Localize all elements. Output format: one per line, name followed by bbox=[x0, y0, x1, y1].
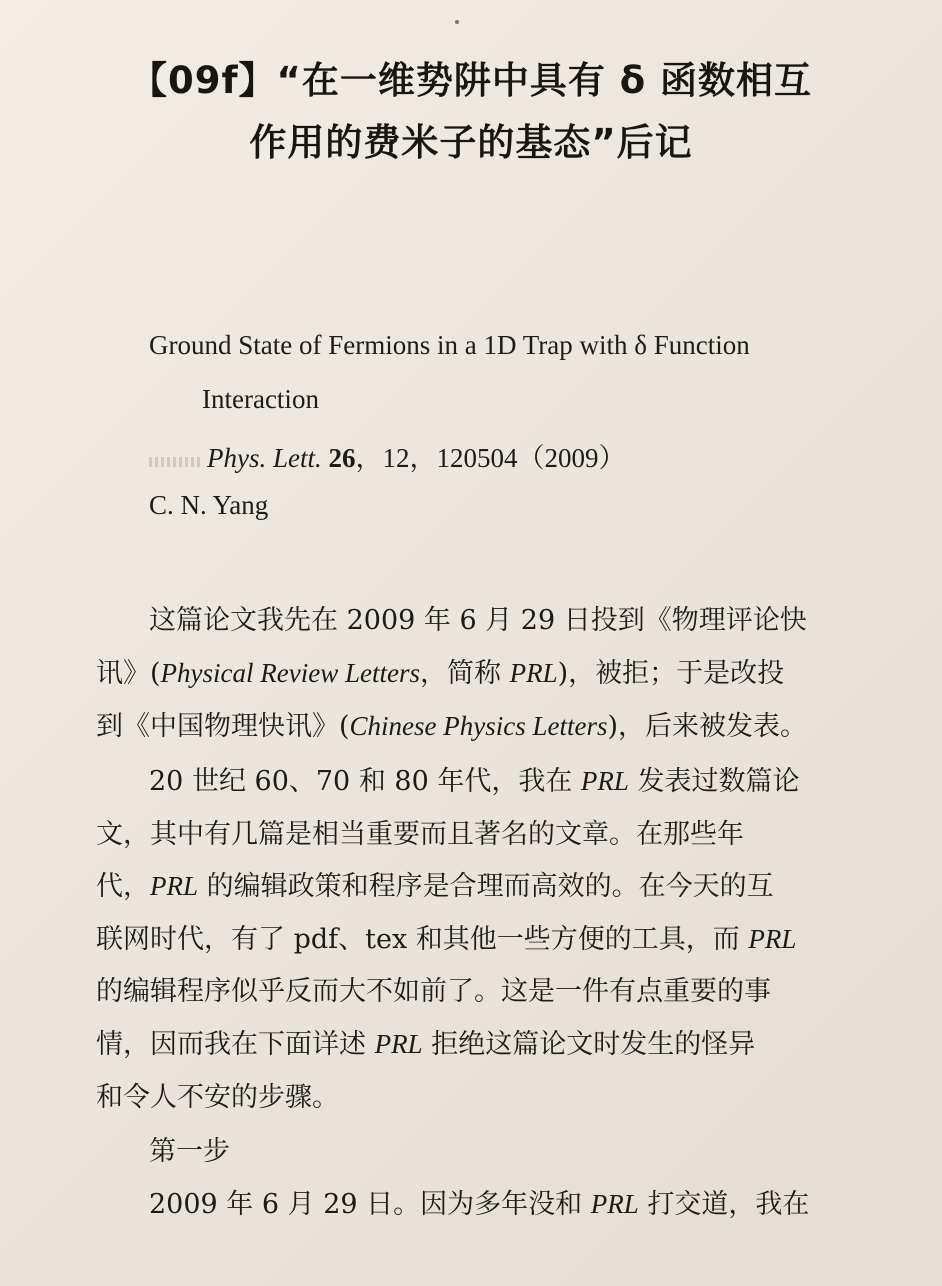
text-run: 联网时代，有了 pdf、tex 和其他一些方便的工具，而 bbox=[96, 924, 749, 955]
reference-author: C. N. Yang bbox=[149, 490, 269, 520]
text-run: 发表过数篇论 bbox=[628, 766, 800, 797]
prl-abbrev: PRL bbox=[748, 924, 797, 954]
body-line bbox=[96, 1022, 755, 1061]
section-step-heading: 第一步 bbox=[149, 1136, 230, 1167]
text-run: 打交道，我在 bbox=[638, 1189, 810, 1220]
journal-name-italic: Chinese Physics Letters bbox=[349, 711, 608, 741]
text-run: ，简称 bbox=[419, 658, 510, 689]
text-run: 到《中国物理快讯》( bbox=[96, 711, 350, 742]
body-line: 这篇论文我先在 2009 年 6 月 29 日投到《物理评论快 bbox=[149, 605, 807, 636]
text-run: )，被拒；于是改投 bbox=[557, 658, 785, 689]
journal-name: Phys. Lett. bbox=[207, 443, 322, 473]
prl-abbrev: PRL bbox=[509, 658, 558, 688]
prl-abbrev: PRL bbox=[150, 871, 199, 901]
reference-title-line-1: Ground State of Fermions in a 1D Trap with δ Function bbox=[149, 330, 750, 360]
journal-volume: 26 bbox=[328, 443, 356, 473]
text-run: 代， bbox=[96, 871, 150, 902]
journal-name-italic: Physical Review Letters bbox=[160, 658, 420, 688]
prl-abbrev: PRL bbox=[374, 1029, 423, 1059]
body-line bbox=[96, 864, 774, 903]
prl-abbrev: PRL bbox=[580, 766, 629, 796]
faded-journal-prefix bbox=[149, 457, 203, 467]
reference-citation bbox=[149, 436, 626, 475]
text-run: 情，因而我在下面详述 bbox=[96, 1029, 375, 1060]
chapter-title-line-1: 【09f】“在一维势阱中具有 δ 函数相互 bbox=[129, 59, 813, 102]
reference-title-line-2: Interaction bbox=[202, 384, 319, 414]
paper-speck bbox=[455, 20, 459, 24]
chapter-title-line-2: 作用的费米子的基态”后记 bbox=[249, 121, 693, 164]
text-run: 拒绝这篇论文时发生的怪异 bbox=[422, 1029, 756, 1060]
text-run: 20 世纪 60、70 和 80 年代，我在 bbox=[149, 766, 581, 797]
body-line bbox=[96, 704, 807, 743]
body-line bbox=[149, 1182, 809, 1221]
text-run: 的编辑政策和程序是合理而高效的。在今天的互 bbox=[198, 871, 774, 902]
citation-details: ，12，120504（2009） bbox=[355, 443, 626, 473]
body-line bbox=[149, 759, 800, 798]
text-run: )，后来被发表。 bbox=[607, 711, 808, 742]
prl-abbrev: PRL bbox=[590, 1189, 639, 1219]
body-line: 文，其中有几篇是相当重要而且著名的文章。在那些年 bbox=[96, 819, 744, 850]
text-run: 2009 年 6 月 29 日。因为多年没和 bbox=[149, 1189, 591, 1220]
body-line: 和令人不安的步骤。 bbox=[96, 1082, 339, 1113]
text-run: 讯》( bbox=[96, 658, 161, 689]
body-line: 的编辑程序似乎反而大不如前了。这是一件有点重要的事 bbox=[96, 976, 771, 1007]
body-line bbox=[96, 651, 784, 690]
body-line bbox=[96, 917, 796, 956]
